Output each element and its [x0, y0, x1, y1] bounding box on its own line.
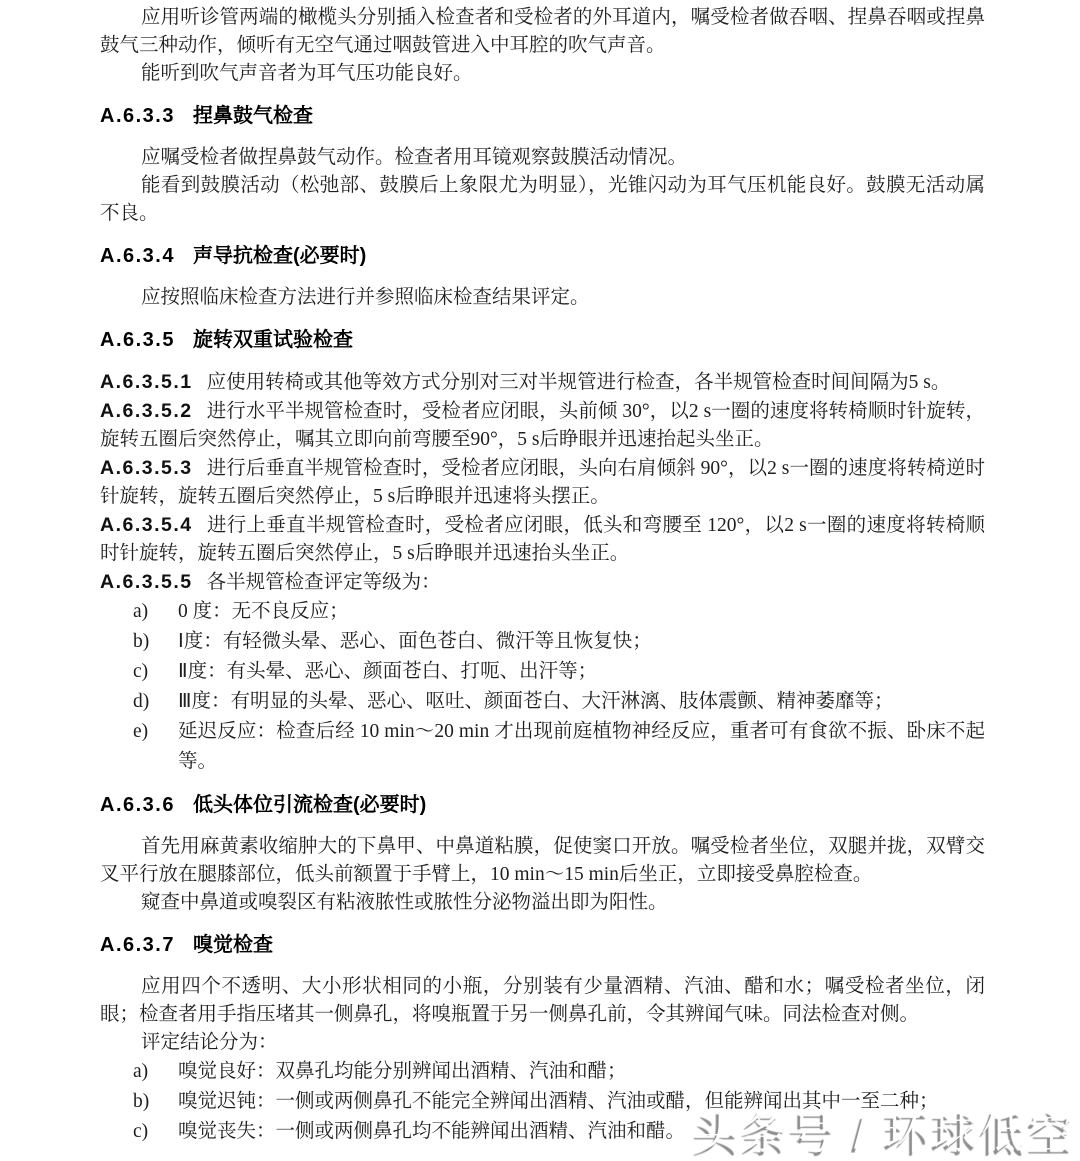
list-item [100, 657, 985, 687]
paragraph: 能听到吹气声音者为耳气压功能良好。 [141, 63, 473, 84]
paragraph: 应按照临床检查方法进行并参照临床检查结果评定。 [141, 287, 590, 308]
heading-title: 低头体位引流检查(必要时) [192, 794, 427, 816]
list-item [100, 597, 985, 627]
list-marker: d) [133, 691, 150, 712]
clause-paragraph [100, 397, 985, 454]
heading-title: 捏鼻鼓气检查 [192, 105, 313, 127]
list-item-text: 延迟反应：检查后经 10 min～20 min 才出现前庭植物神经反应，重者可有食欲不振、卧床不起等。 [178, 721, 985, 772]
list-marker: c) [133, 661, 149, 682]
heading-title: 嗅觉检查 [192, 934, 273, 956]
heading-title: 声导抗检查(必要时) [192, 245, 367, 267]
clause-text: 进行上垂直半规管检查时，受检者应闭眼，低头和弯腰至 120°，以2 s一圈的速度将转椅顺时针旋转，旋转五圈后突然停止，5 s后睁眼并迅速抬头坐正。 [100, 515, 985, 564]
paragraph: 窥查中鼻道或嗅裂区有粘液脓性或脓性分泌物溢出即为阳性。 [141, 892, 668, 913]
list-item-text: Ⅲ度：有明显的头晕、恶心、呕吐、颜面苍白、大汗淋漓、肢体震颤、精神萎靡等； [178, 691, 894, 712]
paragraph: 应用听诊管两端的橄榄头分别插入检查者和受检者的外耳道内，嘱受检者做吞咽、捏鼻吞咽或捏鼻鼓气三种动作，倾听有无空气通过咽鼓管进入中耳腔的吹气声音。 [100, 7, 985, 56]
clause-text: 各半规管检查评定等级为： [206, 572, 441, 593]
paragraph: 评定结论分为： [141, 1032, 278, 1053]
list-item-text: 0 度：无不良反应； [178, 601, 349, 622]
watermark-text: 头条号 / 环球低空 [694, 1107, 1077, 1158]
section-heading [100, 931, 985, 959]
clause-paragraph [100, 454, 985, 511]
list-item-text: 嗅觉丧失：一侧或两侧鼻孔均不能辨闻出酒精、汽油和醋。 [178, 1121, 686, 1142]
list-marker: e) [133, 721, 149, 742]
clause-text: 进行后垂直半规管检查时，受检者应闭眼，头向右肩倾斜 90°，以2 s一圈的速度将转椅逆时针旋转，旋转五圈后突然停止，5 s后睁眼并迅速将头摆正。 [100, 458, 985, 507]
clause-paragraph [100, 368, 985, 397]
paragraph: 首先用麻黄素收缩肿大的下鼻甲、中鼻道粘膜，促使窦口开放。嘱受检者坐位，双腿并拢，双臂交叉平行放在腿膝部位，低头前额置于手臂上，10 min～15 min后坐正，立即接受鼻腔检查。 [100, 836, 985, 885]
heading-number: A.6.3.3 [100, 105, 175, 127]
paragraph: 能看到鼓膜活动（松弛部、鼓膜后上象限尤为明显），光锥闪动为耳气压机能良好。鼓膜无活动属不良。 [100, 175, 985, 224]
heading-number: A.6.3.7 [100, 934, 175, 956]
paragraph: 应用四个不透明、大小形状相同的小瓶，分别装有少量酒精、汽油、醋和水；嘱受检者坐位，闭眼；检查者用手指压堵其一侧鼻孔，将嗅瓶置于另一侧鼻孔前，令其辨闻气味。同法检查对侧。 [100, 976, 985, 1025]
list-item [100, 627, 985, 657]
list-item-text: 嗅觉迟钝：一侧或两侧鼻孔不能完全辨闻出酒精、汽油或醋，但能辨闻出其中一至二种； [178, 1091, 939, 1112]
section-heading [100, 102, 985, 130]
list-marker: b) [133, 1091, 150, 1112]
list-marker: c) [133, 1121, 149, 1142]
clause-number: A.6.3.5.5 [100, 571, 193, 593]
list-marker: b) [133, 631, 150, 652]
clause-text: 应使用转椅或其他等效方式分别对三对半规管进行检查，各半规管检查时间间隔为5 s。 [206, 372, 951, 393]
list-marker: a) [133, 601, 149, 622]
document-content [100, 4, 985, 1147]
section-heading [100, 326, 985, 354]
paragraph: 应嘱受检者做捏鼻鼓气动作。检查者用耳镜观察鼓膜活动情况。 [141, 147, 688, 168]
heading-title: 旋转双重试验检查 [192, 329, 353, 351]
section-heading [100, 791, 985, 819]
clause-number: A.6.3.5.3 [100, 457, 193, 479]
clause-number: A.6.3.5.2 [100, 400, 193, 422]
clause-paragraph [100, 568, 985, 597]
clause-paragraph [100, 511, 985, 568]
list-item [100, 717, 985, 777]
heading-number: A.6.3.6 [100, 794, 175, 816]
list-item [100, 1057, 985, 1087]
heading-number: A.6.3.4 [100, 245, 175, 267]
list-item-text: 嗅觉良好：双鼻孔均能分别辨闻出酒精、汽油和醋； [178, 1061, 627, 1082]
list-item-text: Ⅱ度：有头晕、恶心、颜面苍白、打呃、出汗等； [178, 661, 598, 682]
list-item-text: Ⅰ度：有轻微头晕、恶心、面色苍白、微汗等且恢复快； [178, 631, 652, 652]
clause-number: A.6.3.5.1 [100, 371, 193, 393]
list-marker: a) [133, 1061, 149, 1082]
section-heading [100, 242, 985, 270]
heading-number: A.6.3.5 [100, 329, 175, 351]
clause-text: 进行水平半规管检查时，受检者应闭眼，头前倾 30°，以2 s一圈的速度将转椅顺时针旋转，旋转五圈后突然停止，嘱其立即向前弯腰至90°，5 s后睁眼并迅速抬起头坐正。 [100, 401, 985, 450]
list-item [100, 1117, 985, 1147]
list-item [100, 1087, 985, 1117]
clause-number: A.6.3.5.4 [100, 514, 193, 536]
list-item [100, 687, 985, 717]
